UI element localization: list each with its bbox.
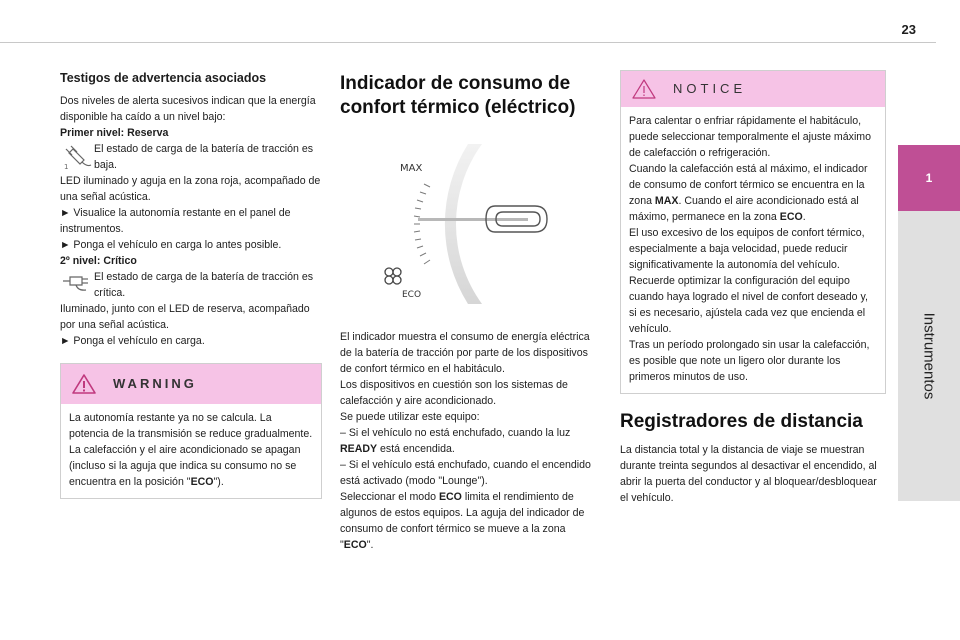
gauge-max-label: MAX bbox=[400, 163, 423, 174]
chapter-tab[interactable] bbox=[898, 145, 960, 211]
warning-text-2 bbox=[69, 442, 313, 490]
notice-p3: El uso excesivo de los equipos de confort térmico, especialmente a baja velocidad, puede reducir significativamente la autonomía del vehículo. bbox=[629, 227, 865, 271]
notice-p2-pre: Cuando la calefacción está al máximo, el indicador de consumo de confort térmico se encuentra en la zona bbox=[629, 163, 868, 207]
warning-text-1: La autonomía restante ya no se calcula. La potencia de la transmisión se reduce gradualmente. bbox=[69, 412, 313, 440]
thermal-p2: Los dispositivos en cuestión son los sistemas de calefacción y aire acondicionado. bbox=[340, 379, 568, 407]
ready-term: READY bbox=[340, 443, 378, 455]
notice-eco-term: ECO bbox=[779, 211, 803, 223]
notice-triangle-icon bbox=[631, 78, 657, 100]
notice-p2-post: . bbox=[802, 211, 806, 223]
svg-text:1: 1 bbox=[64, 163, 69, 171]
notice-p4: Recuerde optimizar la configuración del equipo cuando haya logrado el nivel de confort deseado y, si es necesario, ajústela cada vez que encienda el vehículo. bbox=[629, 275, 868, 335]
level2-desc: El estado de carga de la batería de tracción es crítica. bbox=[94, 271, 314, 299]
column-warning-lights bbox=[60, 70, 322, 499]
plug-critical-icon bbox=[60, 271, 94, 295]
page-number: 23 bbox=[901, 22, 916, 37]
header-rule bbox=[0, 42, 936, 43]
warning-text-2-post: "). bbox=[213, 476, 224, 488]
level2-bullet-1: ► Ponga el vehículo en carga. bbox=[60, 335, 205, 347]
notice-p1: Para calentar o enfriar rápidamente el habitáculo, puede seleccionar temporalmente el ajuste máximo de calefacción o refrigeración. bbox=[629, 115, 872, 159]
max-term: MAX bbox=[654, 195, 679, 207]
notice-p2 bbox=[629, 161, 877, 225]
level1-row bbox=[60, 141, 322, 173]
level2-title: 2º nivel: Crítico bbox=[60, 255, 137, 267]
warning-body bbox=[61, 404, 321, 498]
thermal-p4-pre: Seleccionar el modo bbox=[340, 491, 439, 503]
notice-p2-mid: . Cuando el aire acondicionado está al máximo, permanece en la zona bbox=[629, 195, 859, 223]
level1-bullet-1: ► Visualice la autonomía restante en el panel de instrumentos. bbox=[60, 207, 291, 235]
thermal-gauge-illustration bbox=[340, 132, 600, 310]
warning-header bbox=[61, 364, 321, 404]
warning-box bbox=[60, 363, 322, 499]
notice-box bbox=[620, 70, 886, 394]
column-thermal-comfort bbox=[340, 72, 600, 553]
distance-title: Registradores de distancia bbox=[620, 411, 863, 432]
thermal-p4-mid: limita el rendimiento de algunos de estos equipos. La aguja del indicador de consumo de confort térmico se mueve a la zona " bbox=[340, 491, 585, 551]
thermal-item-2: – Si el vehículo está enchufado, cuando el encendido está activado (modo "Lounge"). bbox=[340, 459, 591, 487]
column-notice-distance bbox=[620, 70, 886, 506]
level1-title: Primer nivel: Reserva bbox=[60, 127, 169, 139]
chapter-number: 1 bbox=[925, 171, 933, 185]
section-label: Instrumentos bbox=[920, 312, 938, 400]
warning-triangle-icon bbox=[71, 373, 97, 395]
thermal-item-1 bbox=[340, 425, 600, 457]
warning-text-2-pre: La calefacción y el aire acondicionado se apagan (incluso si la aguja que indica su consumo no se encuentra en la posición " bbox=[69, 444, 301, 488]
eco-term-2: ECO bbox=[343, 539, 367, 551]
thermal-p1: El indicador muestra el consumo de energía eléctrica de la batería de tracción por parte de los dispositivos de confort térmico en el habitáculo. bbox=[340, 331, 590, 375]
level2-led: Iluminado, junto con el LED de reserva, acompañado por una señal acústica. bbox=[60, 303, 310, 331]
notice-body bbox=[621, 107, 885, 393]
level1-led: LED iluminado y aguja en la zona roja, acompañado de una señal acústica. bbox=[60, 175, 321, 203]
level1-desc: El estado de carga de la batería de tracción es baja. bbox=[94, 143, 314, 171]
section-heading: Testigos de advertencia asociados bbox=[60, 71, 267, 85]
notice-p5: Tras un período prolongado sin usar la calefacción, es posible que note un ligero olor durante los primeros minutos de uso. bbox=[629, 339, 870, 383]
distance-p1: La distancia total y la distancia de viaje se muestran durante treinta segundos al desactivar el encendido, al abrir la puerta del conductor y al bloquear/desbloquear el vehículo. bbox=[620, 444, 877, 504]
thermal-item-1-post: está encendida. bbox=[377, 443, 455, 455]
eco-leaf-icon bbox=[385, 268, 401, 284]
gauge-needle bbox=[418, 218, 528, 221]
notice-label: NOTICE bbox=[673, 81, 747, 96]
gauge-eco-label: ECO bbox=[402, 290, 422, 300]
level2-row bbox=[60, 269, 322, 301]
thermal-item-1-pre: – Si el vehículo no está enchufado, cuando la luz bbox=[340, 427, 571, 439]
thermal-p4-post: ". bbox=[366, 539, 374, 551]
eco-term-1: ECO bbox=[438, 491, 462, 503]
plug-reserve-icon bbox=[60, 143, 94, 171]
warning-eco-term: ECO bbox=[190, 476, 214, 488]
thermal-p4 bbox=[340, 489, 600, 553]
thermal-title: Indicador de consumo de confort térmico (eléctrico) bbox=[340, 73, 576, 118]
thermal-p3: Se puede utilizar este equipo: bbox=[340, 411, 480, 423]
gauge-arc bbox=[445, 144, 482, 304]
notice-header bbox=[621, 71, 885, 107]
section-tab bbox=[898, 211, 960, 501]
intro-text: Dos niveles de alerta sucesivos indican que la energía disponible ha caído a un nivel bajo: bbox=[60, 95, 316, 123]
warning-label: WARNING bbox=[113, 376, 197, 391]
level1-bullet-2: ► Ponga el vehículo en carga lo antes posible. bbox=[60, 239, 282, 251]
